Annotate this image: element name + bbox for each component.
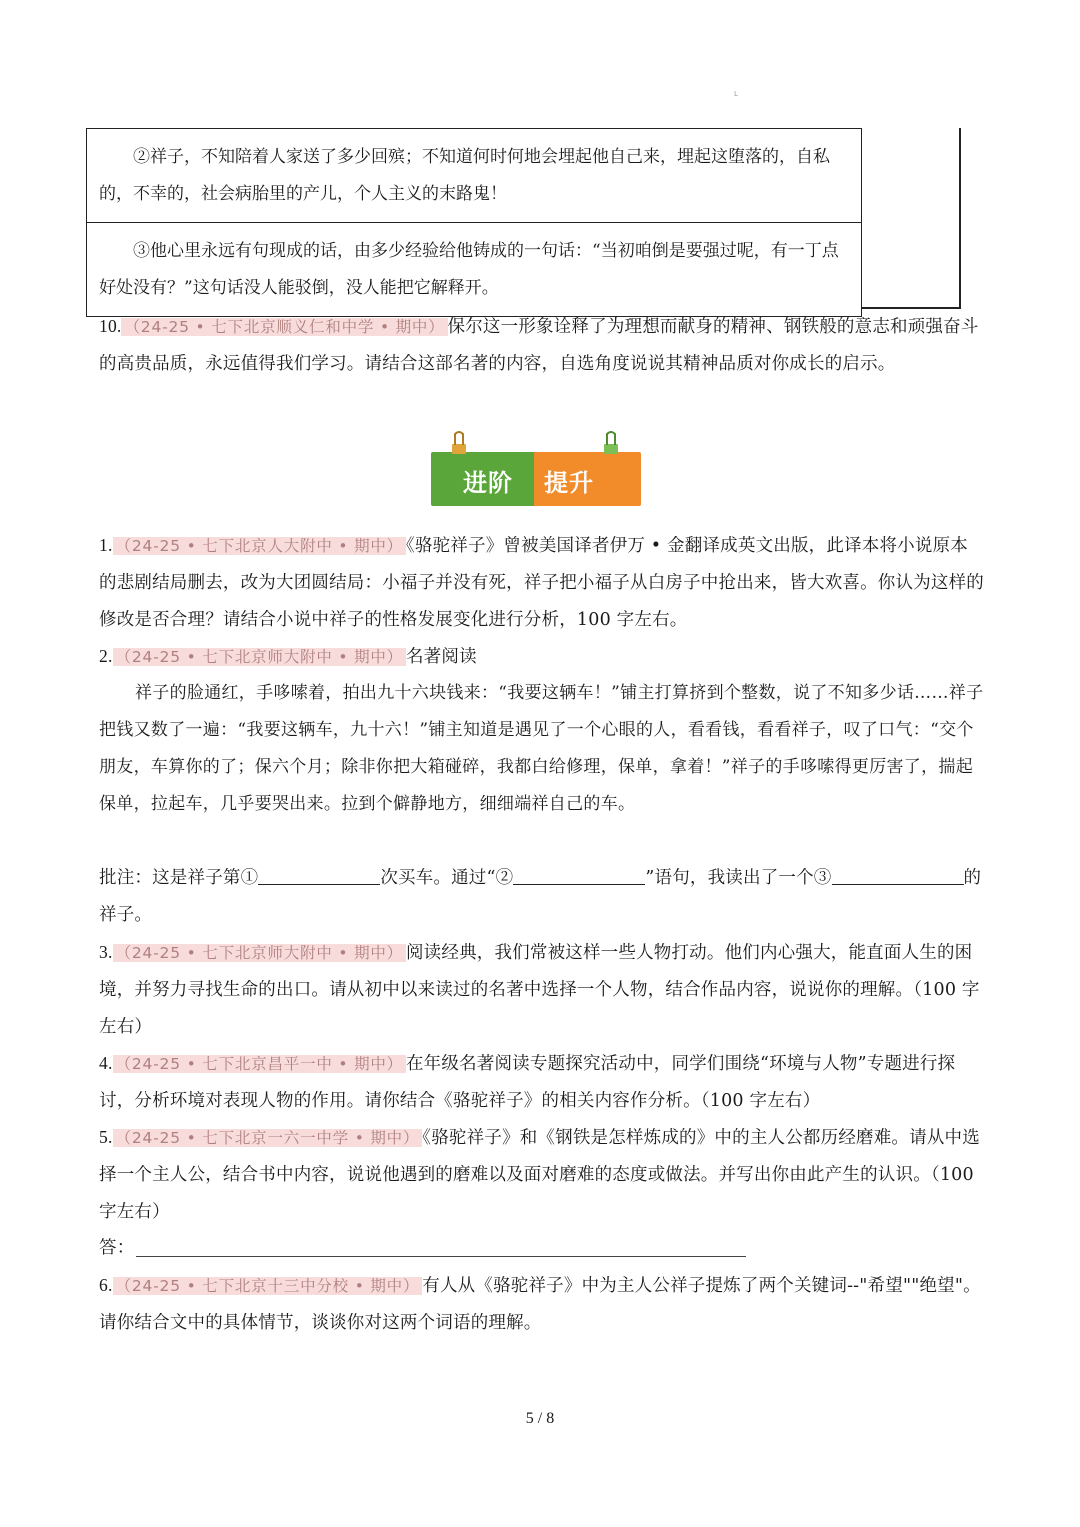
answer-line xyxy=(99,1230,984,1267)
question-2 xyxy=(99,638,984,676)
question-number: 5. xyxy=(99,1127,113,1147)
section-banner xyxy=(431,452,641,506)
question-text: 名著阅读 xyxy=(405,647,477,667)
question-text: 有人从《骆驼祥子》中为主人公祥子提炼了两个关键词--"希望""绝望"。请你结合文中的具体情节，谈谈你对这两个词语的理解。 xyxy=(99,1276,981,1333)
question-text: 在年级名著阅读专题探究活动中，同学们围绕“环境与人物”专题进行探讨，分析环境对表现人物的作用。请你结合《骆驼祥子》的相关内容作分析。（100 字左右） xyxy=(99,1054,956,1111)
question-source-tag: （24-25 • 七下北京师大附中 • 期中） xyxy=(113,944,406,962)
question-number: 6. xyxy=(99,1275,113,1295)
question-source-tag: （24-25 • 七下北京师大附中 • 期中） xyxy=(113,648,406,666)
table-outer-rule xyxy=(959,128,961,309)
question-number: 1. xyxy=(99,535,113,555)
answer-label: 答： xyxy=(99,1238,135,1258)
question-6 xyxy=(99,1267,984,1342)
answer-blank-3[interactable] xyxy=(832,860,964,885)
annotation-mid-2: ”语句，我读出了一个③ xyxy=(645,868,832,888)
question-number: 4. xyxy=(99,1053,113,1073)
question-text: 《骆驼祥子》曾被美国译者伊万 • 金翻译成英文出版，此译本将小说原本的悲剧结局删去，改为大团圆结局：小福子并没有死，祥子把小福子从白房子中抢出来，皆大欢喜。你认为这样的修改是否合理？请结合小说中祥子的性格发展变化进行分析，100 字左右。 xyxy=(99,536,984,630)
annotation-prefix: 批注：这是祥子第① xyxy=(99,868,259,888)
page-corner-mark: L xyxy=(734,90,738,98)
quote-row-3: ③他心里永远有句现成的话，由多少经验给他铸成的一句话：“当初咱倒是要强过呢，有一丁点好处没有？”这句话没人能驳倒，没人能把它解释开。 xyxy=(87,222,861,316)
question-source-tag: （24-25 • 七下北京昌平一中 • 期中） xyxy=(113,1055,406,1073)
quote-table xyxy=(86,128,862,317)
answer-blank-2[interactable] xyxy=(513,860,645,885)
question-source-tag: （24-25 • 七下北京人大附中 • 期中） xyxy=(113,537,406,555)
page-number: 5 / 8 xyxy=(525,1410,555,1427)
answer-input-line[interactable] xyxy=(136,1256,746,1257)
banner-left-label: 进阶 xyxy=(463,469,513,497)
question-text: 《骆驼祥子》和《钢铁是怎样炼成的》中的主人公都历经磨难。请从中选择一个主人公，结合书中内容，说说他遇到的磨难以及面对磨难的态度或做法。并写出你由此产生的认识。（100 字左右） xyxy=(99,1128,980,1222)
question-text: 保尔这一形象诠释了为理想而献身的精神、钢铁般的意志和顽强奋斗的高贵品质，永远值得我们学习。请结合这部名著的内容，自选角度说说其精神品质对你成长的启示。 xyxy=(99,317,979,374)
binder-clip-icon xyxy=(601,430,621,460)
banner-right-label: 提升 xyxy=(544,469,594,497)
question-number: 3. xyxy=(99,942,113,962)
question-source-tag: （24-25 • 七下北京一六一中学 • 期中） xyxy=(113,1129,423,1147)
binder-clip-icon xyxy=(449,430,469,460)
annotation-mid-1: 次买车。通过“② xyxy=(380,868,514,888)
answer-blank-1[interactable] xyxy=(258,860,380,885)
question-source-tag: （24-25 • 七下北京十三中分校 • 期中） xyxy=(113,1277,423,1295)
question-source-tag: （24-25 • 七下北京顺义仁和中学 • 期中） xyxy=(121,318,447,336)
question-text: 阅读经典，我们常被这样一些人物打动。他们内心强大，能直面人生的困境，并努力寻找生命的出口。请从初中以来读过的名著中选择一个人物，结合作品内容，说说你的理解。（100 字左右） xyxy=(99,943,980,1037)
question-number: 10. xyxy=(99,316,122,336)
question-1 xyxy=(99,527,984,639)
quote-row-2: ②祥子，不知陪着人家送了多少回殡；不知道何时何地会埋起他自己来，埋起这堕落的，自私的，不幸的，社会病胎里的产儿，个人主义的末路鬼！ xyxy=(99,147,830,204)
annotation-fill-in xyxy=(99,860,984,934)
annotation-suffix: 的祥子。 xyxy=(99,868,982,925)
question-3 xyxy=(99,934,984,1046)
reading-passage: 祥子的脸通红，手哆嗦着，拍出九十六块钱来：“我要这辆车！”铺主打算挤到个整数，说了不知多少话……祥子把钱又数了一遍：“我要这辆车，九十六！”铺主知道是遇见了一个心眼的人，看看钱，看看祥子，叹了口气：“交个朋友，车算你的了；保六个月；除非你把大箱碰碎，我都白给修理，保单，拿着！”祥子的手哆嗦得更厉害了，揣起保单，拉起车，几乎要哭出来。拉到个僻静地方，细细端祥自己的车。 xyxy=(99,683,984,814)
question-4 xyxy=(99,1045,984,1120)
question-5 xyxy=(99,1119,984,1231)
question-10 xyxy=(99,308,984,383)
question-number: 2. xyxy=(99,646,113,666)
